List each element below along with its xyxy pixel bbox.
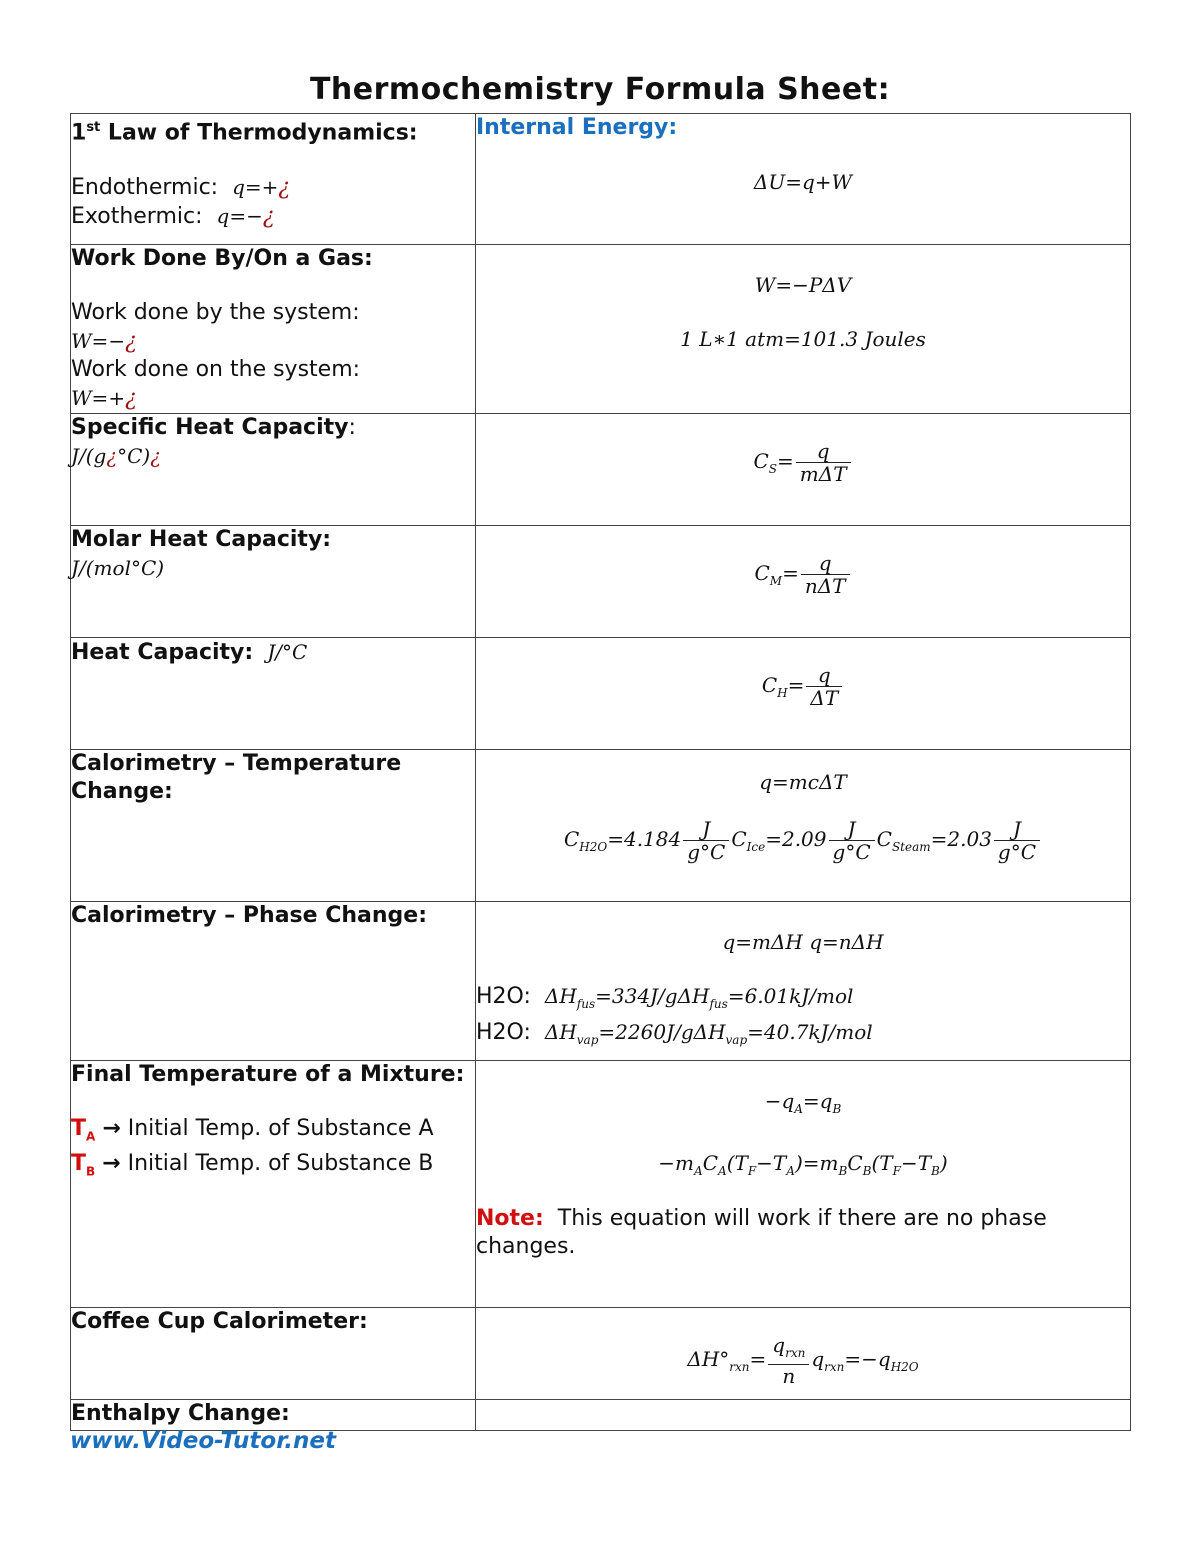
website-link[interactable]: www.Video-Tutor.net	[70, 1428, 336, 1454]
page-title: Thermochemistry Formula Sheet:	[309, 72, 891, 107]
calorimetry-phase-heading: Calorimetry – Phase Change:	[71, 903, 427, 928]
vaporization-values: H2O: $\Delta H_{vap}=2260J/g\Delta H_{vap}=40.7kJ$/mol	[476, 1020, 873, 1047]
specific-heat-equation: $C_S=$ $\frac{q}{\text{mΔT}}$	[476, 440, 1130, 485]
liter-atm-conversion: 1 L∗1 atm=101.3 Joules	[680, 327, 926, 351]
row-first-law	[71, 114, 1131, 245]
specific-heat-formula-cell	[476, 414, 1131, 526]
coffee-cup-cell	[71, 1308, 476, 1400]
row-calorimetry-temp	[71, 750, 1131, 902]
final-temp-formula-cell	[476, 1061, 1131, 1308]
enthalpy-heading: Enthalpy Change:	[71, 1401, 290, 1426]
endothermic-line: Endothermic: q=+¿	[71, 175, 291, 201]
row-final-temp	[71, 1061, 1131, 1308]
formula-table	[70, 113, 1131, 1431]
calorimetry-temp-cell	[71, 750, 476, 902]
heat-balance-equation: $-q_A=q_B$	[764, 1089, 842, 1116]
internal-energy-cell	[476, 114, 1131, 245]
row-enthalpy	[71, 1400, 1131, 1431]
coffee-cup-equation: $\Delta H^\circ_{rxn}=$ $\frac{q_{rxn}}{n}$ $q_{rxn}=-q_{H2O}$	[687, 1333, 919, 1388]
phase-change-equation: q=mΔH q=nΔH	[722, 930, 884, 954]
work-cell	[71, 245, 476, 414]
work-on-equation: W=+¿	[71, 386, 137, 411]
tb-definition: $T_B$ → Initial Temp. of Substance B	[71, 1151, 434, 1179]
ta-definition: $T_A$ → Initial Temp. of Substance A	[71, 1116, 434, 1144]
work-equation: W=−PΔV	[754, 273, 852, 297]
row-specific-heat	[71, 414, 1131, 526]
first-law-cell	[71, 114, 476, 245]
internal-energy-heading: Internal Energy:	[476, 115, 678, 140]
arrow-right-icon: →	[102, 1116, 121, 1141]
fusion-values: H2O: $\Delta H_{fus}=334J/g\Delta H_{fus}=6.01kJ$/mol	[476, 984, 854, 1011]
molar-heat-equation: $C_M=$ $\frac{q}{\text{nΔT}}$	[476, 552, 1130, 597]
first-law-heading: 1st Law of Thermodynamics:	[71, 120, 418, 146]
final-temp-cell	[71, 1061, 476, 1308]
mixture-note: Note: This equation will work if there are no phase changes.	[476, 1206, 1047, 1259]
work-by-equation: W=−¿	[71, 329, 137, 354]
heat-capacity-formula-cell	[476, 638, 1131, 750]
work-heading: Work Done By/On a Gas:	[71, 246, 373, 271]
enthalpy-cell	[71, 1400, 476, 1431]
molar-heat-units: J/(mol°C)	[71, 556, 165, 580]
final-temp-heading: Final Temperature of a Mixture:	[71, 1062, 465, 1087]
work-by-label: Work done by the system:	[71, 300, 360, 325]
heat-capacity-heading: Heat Capacity: J/°C	[71, 640, 308, 665]
molar-heat-formula-cell	[476, 526, 1131, 638]
enthalpy-formula-cell	[476, 1400, 1131, 1431]
arrow-right-icon: →	[102, 1151, 121, 1177]
molar-heat-heading: Molar Heat Capacity:	[71, 527, 332, 552]
coffee-cup-heading: Coffee Cup Calorimeter:	[71, 1309, 368, 1334]
coffee-cup-formula-cell	[476, 1308, 1131, 1400]
specific-heat-heading: Specific Heat Capacity:	[71, 415, 356, 440]
q-mc-delta-t-equation: q=mcΔT	[759, 770, 847, 794]
internal-energy-equation: ΔU=q+W	[753, 170, 853, 194]
row-calorimetry-phase	[71, 902, 1131, 1061]
specific-heat-values: $C_{H2O}=4.184$ $\frac{J}{g^\circ C}$ $C_{Ice}=2.09$ $\frac{J}{g^\circ C}$ $C_{Steam}=2.03$ $\frac{J}{g^\circ C}$	[476, 818, 1130, 863]
specific-heat-units: J/(g¿°C)¿	[71, 444, 161, 468]
row-heat-capacity	[71, 638, 1131, 750]
row-coffee-cup	[71, 1308, 1131, 1400]
specific-heat-cell	[71, 414, 476, 526]
heat-capacity-equation: $C_H=$ $\frac{q}{\Delta T}$	[476, 664, 1130, 709]
exothermic-line: Exothermic: q=−¿	[71, 204, 275, 230]
calorimetry-temp-heading: Calorimetry – Temperature Change:	[71, 751, 402, 804]
work-formula-cell	[476, 245, 1131, 414]
row-molar-heat	[71, 526, 1131, 638]
calorimetry-phase-cell	[71, 902, 476, 1061]
mixture-equation: $-m_AC_A(T_F-T_A)=m_BC_B(T_F-T_B)$	[658, 1151, 948, 1178]
work-on-label: Work done on the system:	[71, 357, 361, 382]
row-work	[71, 245, 1131, 414]
heat-capacity-cell	[71, 638, 476, 750]
calorimetry-phase-formula-cell	[476, 902, 1131, 1061]
molar-heat-cell	[71, 526, 476, 638]
calorimetry-temp-formula-cell	[476, 750, 1131, 902]
